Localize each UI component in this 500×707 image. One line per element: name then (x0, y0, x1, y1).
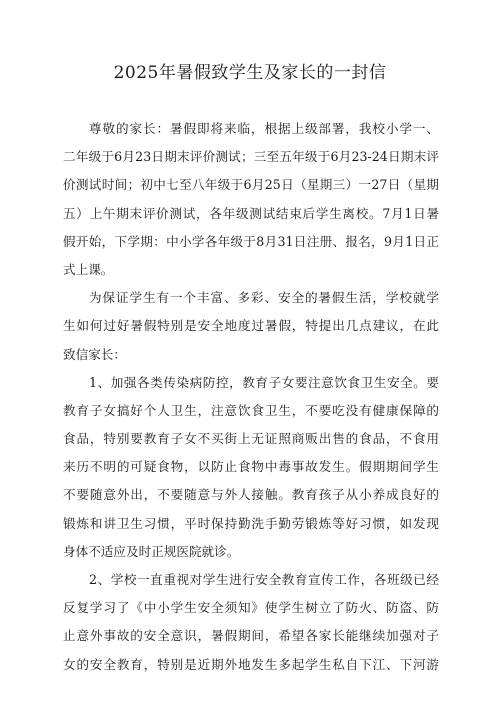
paragraph-1-line-1: 尊敬的家长：暑假即将来临，根据上级部署，我校小学一、 (89, 121, 439, 136)
paragraph-1-line-6: 式上课。 (63, 261, 114, 277)
paragraph-1-line-2: 二年级于6月23日期末评价测试；三至五年级于6月23-24日期末评 (63, 149, 439, 165)
paragraph-1-line-5: 假开始，下学期：中小学各年级于8月31日注册、报名，9月1日正 (63, 233, 439, 249)
document-body (63, 115, 439, 679)
paragraph-3-line-3: 食品，特别要教育子女不买街上无证照商贩出售的食品，不食用 (63, 431, 439, 447)
paragraph-1-line-4: 五）上午期末评价测试，各年级测试结束后学生离校。7月1日暑 (63, 205, 439, 221)
paragraph-2-line-2: 生如何过好暑假特别是安全地度过暑假，特提出几点建议，在此 (63, 318, 439, 334)
document-title: 2025年暑假致学生及家长的一封信 (113, 63, 387, 83)
paragraph-3-line-1: 1、加强各类传染病防控，教育子女要注意饮食卫生安全。要 (89, 374, 439, 390)
paragraph-4-line-3: 止意外事故的安全意识，暑假期间，希望各家长能继续加强对子 (63, 628, 439, 644)
paragraph-2-line-1: 为保证学生有一个丰富、多彩、安全的暑假生活，学校就学 (89, 290, 439, 306)
paragraph-4-line-1: 2、学校一直重视对学生进行安全教育宣传工作，各班级已经 (89, 572, 439, 587)
paragraph-4-line-2: 反复学习了《中小学生安全须知》使学生树立了防火、防盗、防 (63, 600, 439, 616)
paragraph-3-line-5: 不要随意外出，不要随意与外人接触。教育孩子从小养成良好的 (63, 487, 439, 503)
paragraph-2-line-3: 致信家长： (63, 346, 126, 362)
paragraph-3-line-6: 锻炼和讲卫生习惯，平时保持勤洗手勤劳锻炼等好习惯，如发现 (63, 515, 439, 531)
paragraph-3-line-7: 身体不适应及时正规医院就诊。 (63, 543, 240, 559)
paragraph-3-line-4: 来历不明的可疑食物，以防止食物中毒事故发生。假期期间学生 (63, 459, 439, 475)
paragraph-1-line-3: 价测试时间；初中七至八年级于6月25日（星期三）一27日（星期 (63, 177, 439, 193)
paragraph-4-line-4: 女的安全教育，特别是近期外地发生多起学生私自下江、下河游 (63, 656, 439, 672)
paragraph-3-line-2: 教育子女搞好个人卫生，注意饮食卫生，不要吃没有健康保障的 (63, 402, 439, 418)
